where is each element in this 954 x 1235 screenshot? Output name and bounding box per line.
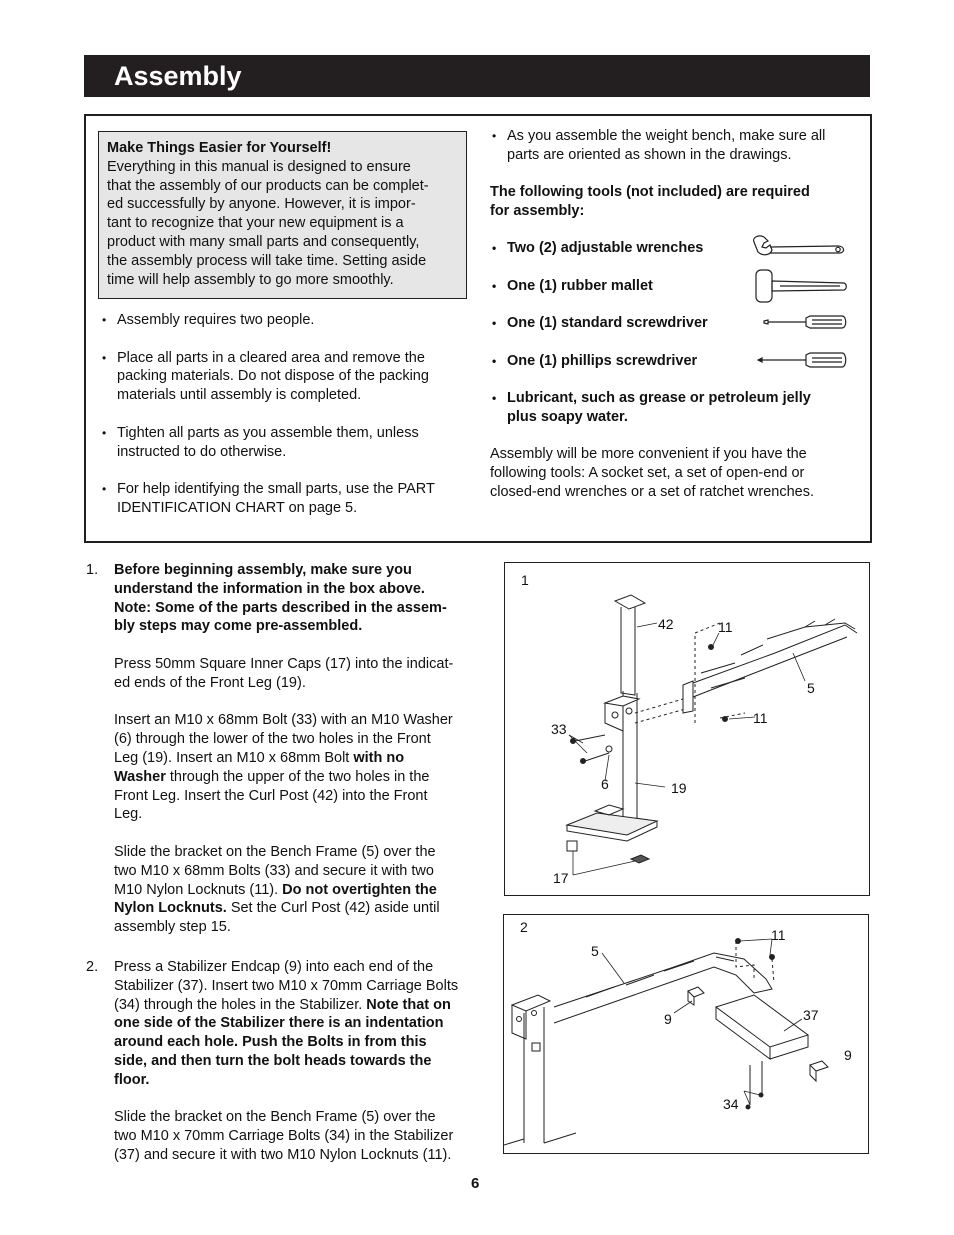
tools-heading [490,183,810,221]
bullet-item [490,389,860,427]
tool-label: One (1) standard screwdriver [507,315,708,331]
step-line [114,1127,494,1146]
bullet-line: IDENTIFICATION CHART on page 5. [117,499,358,516]
callout-label: 5 [807,680,815,696]
step-1-text [114,561,494,937]
callout-label: 34 [723,1096,739,1112]
paragraph-line: closed-end wrenches or a set of ratchet wrenches. [490,483,814,500]
section-header-bar [84,55,870,97]
page-number: 6 [471,1175,480,1192]
text-run: Press a Stabilizer Endcap (9) into each end of the [114,959,434,975]
orient-bullet [490,127,860,165]
bullet-line: • Place all parts in a cleared area and remove the [117,349,425,366]
step-line [114,561,494,580]
bullet-line: parts are oriented as shown in the drawings. [507,146,792,163]
convenient-paragraph [490,445,814,501]
step-line [114,1014,494,1033]
step-line [114,1071,494,1090]
text-run: Before beginning assembly, make sure you [114,562,412,578]
note-line: time will help assembly to go more smoothly. [107,271,394,288]
bullet-line: packing materials. Do not dispose of the packing [117,368,429,385]
bullet-item [490,127,860,165]
step-2-text [114,958,494,1165]
text-run: (34) through the holes in the Stabilizer. [114,996,367,1013]
step-paragraph [114,1108,494,1164]
step-line [114,996,494,1015]
text-run: M10 Nylon Locknuts (11). [114,881,283,898]
text-run: around each hole. Push the Bolts in from this [114,1034,427,1051]
text-run: ed ends of the Front Leg (19). [114,674,306,691]
step-line [114,958,494,977]
text-run: Front Leg. Insert the Curl Post (42) into the Front [114,787,428,804]
phillips-screwdriver-icon [758,353,846,367]
text-run: Leg. [114,806,143,823]
callout-label: 11 [771,927,786,943]
text-run: Note: Some of the parts described in the assem- [114,599,447,616]
text-run: through the upper of the two holes in the [165,768,430,785]
callout-label: 42 [658,616,674,632]
figure-2-diagram [503,914,869,1154]
step-line [114,749,494,768]
text-run: floor. [114,1071,150,1088]
section-title: Assembly [114,61,242,91]
step-paragraph [114,561,494,636]
step-line [114,843,494,862]
step-line [114,787,494,806]
step-number: 1. [86,562,99,578]
note-line: ed successfully by anyone. However, it is impor- [107,196,416,213]
bullet-item [100,424,470,462]
text-run: with no [353,749,405,766]
step-line [114,862,494,881]
text-run: two M10 x 70mm Carriage Bolts (34) in the Stabilizer [114,1128,454,1145]
text-run: Slide the bracket on the Bench Frame (5) over the [114,1109,436,1126]
tool-label: Two (2) adjustable wrenches [507,240,704,256]
rubber-mallet-icon [756,270,846,302]
bullet-line: instructed to do otherwise. [117,443,287,460]
step-line [114,655,494,674]
callout-label: 17 [553,870,569,886]
text-run: bly steps may come pre-assembled. [114,618,363,635]
bullet-item [100,480,470,518]
step-paragraph [114,711,494,824]
text-run: (6) through the lower of the two holes in the Front [114,731,431,748]
standard-screwdriver-icon [764,316,846,328]
tool-label: One (1) phillips screwdriver [507,352,698,369]
step-line [114,768,494,787]
text-run: Do not overtighten the [282,881,437,898]
paragraph-line: following tools: A socket set, a set of open-end or [490,464,805,481]
tools-list [490,239,740,389]
callout-label: 9 [664,1011,672,1027]
bullet-line: • Tighten all parts as you assemble them, unless [117,424,419,441]
note-line: product with many small parts and consequently, [107,233,420,250]
callout-label: 11 [753,710,768,726]
bullet-item [100,311,470,330]
bullet-line: • Assembly requires two people. [117,312,315,328]
tools-heading-line: for assembly: [490,202,585,219]
callout-label: 11 [718,619,733,635]
tool-item [490,277,740,315]
step-line [114,674,494,693]
note-line: Everything in this manual is designed to ensure [107,158,411,175]
text-run: Leg (19). Insert an M10 x 68mm Bolt [114,749,354,766]
lubricant-bullet [490,389,860,427]
step-line [114,805,494,824]
figure-1-diagram [504,562,870,896]
callout-label: 5 [591,943,599,959]
step-line [114,730,494,749]
callout-label: 9 [844,1047,852,1063]
text-run: assembly step 15. [114,919,231,936]
step-line [114,599,494,618]
note-line: the assembly process will take time. Setting aside [107,252,427,269]
text-run: Note that on [366,996,451,1013]
callout-label: 33 [551,721,567,737]
step-line [114,1033,494,1052]
bullet-line: plus soapy water. [507,408,628,425]
tools-heading-line: The following tools (not included) are required [490,184,810,200]
step-line [114,918,494,937]
text-run: Insert an M10 x 68mm Bolt (33) with an M10 Washer [114,712,453,729]
step-line [114,580,494,599]
step-paragraph [114,655,494,693]
tool-item [490,352,740,390]
figure-number: 2 [520,919,528,935]
text-run: two M10 x 68mm Bolts (33) and secure it with two [114,862,434,879]
note-box [98,131,467,299]
text-run: Stabilizer (37). Insert two M10 x 70mm Carriage Bolts [114,977,459,994]
text-run: Press 50mm Square Inner Caps (17) into the indicat- [114,655,454,672]
bullet-line: • As you assemble the weight bench, make sure all [507,128,826,144]
text-run: Nylon Locknuts. [114,900,227,917]
step-line [114,881,494,900]
step-line [114,1052,494,1071]
text-run: (37) and secure it with two M10 Nylon Locknuts (11). [114,1146,452,1163]
adjustable-wrench-icon [754,236,844,255]
bullet-item [100,349,470,405]
tool-item [490,239,740,277]
step-line [114,617,494,636]
text-run: side, and then turn the bolt heads towards the [114,1052,432,1069]
text-run: Washer [114,768,166,785]
step-line [114,1108,494,1127]
tool-icons [750,234,850,374]
bullet-line: • For help identifying the small parts, use the PART [117,481,435,498]
text-run: one side of the Stabilizer there is an indentation [114,1015,444,1032]
bullet-line: • Lubricant, such as grease or petroleum jelly [507,390,811,406]
note-line: that the assembly of our products can be complet- [107,177,429,194]
text-run: Slide the bracket on the Bench Frame (5) over the [114,843,436,860]
note-heading: Make Things Easier for Yourself! [107,140,332,156]
left-bullet-list [100,311,470,518]
callout-label: 19 [671,780,687,796]
text-run: Set the Curl Post (42) aside until [226,900,440,917]
tool-item [490,314,740,352]
callout-label: 6 [601,776,609,792]
step-line [114,711,494,730]
step-paragraph [114,958,494,1090]
step-paragraph [114,843,494,937]
note-line: tant to recognize that your new equipment is a [107,215,404,232]
step-line [114,977,494,996]
step-line [114,1146,494,1165]
bullet-line: materials until assembly is completed. [117,387,362,404]
step-number: 2. [86,959,99,975]
tool-label: One (1) rubber mallet [507,277,653,294]
text-run: understand the information in the box above. [114,580,425,597]
paragraph-line: Assembly will be more convenient if you have the [490,446,807,462]
step-line [114,899,494,918]
callout-label: 37 [803,1007,819,1023]
figure-number: 1 [521,572,529,588]
